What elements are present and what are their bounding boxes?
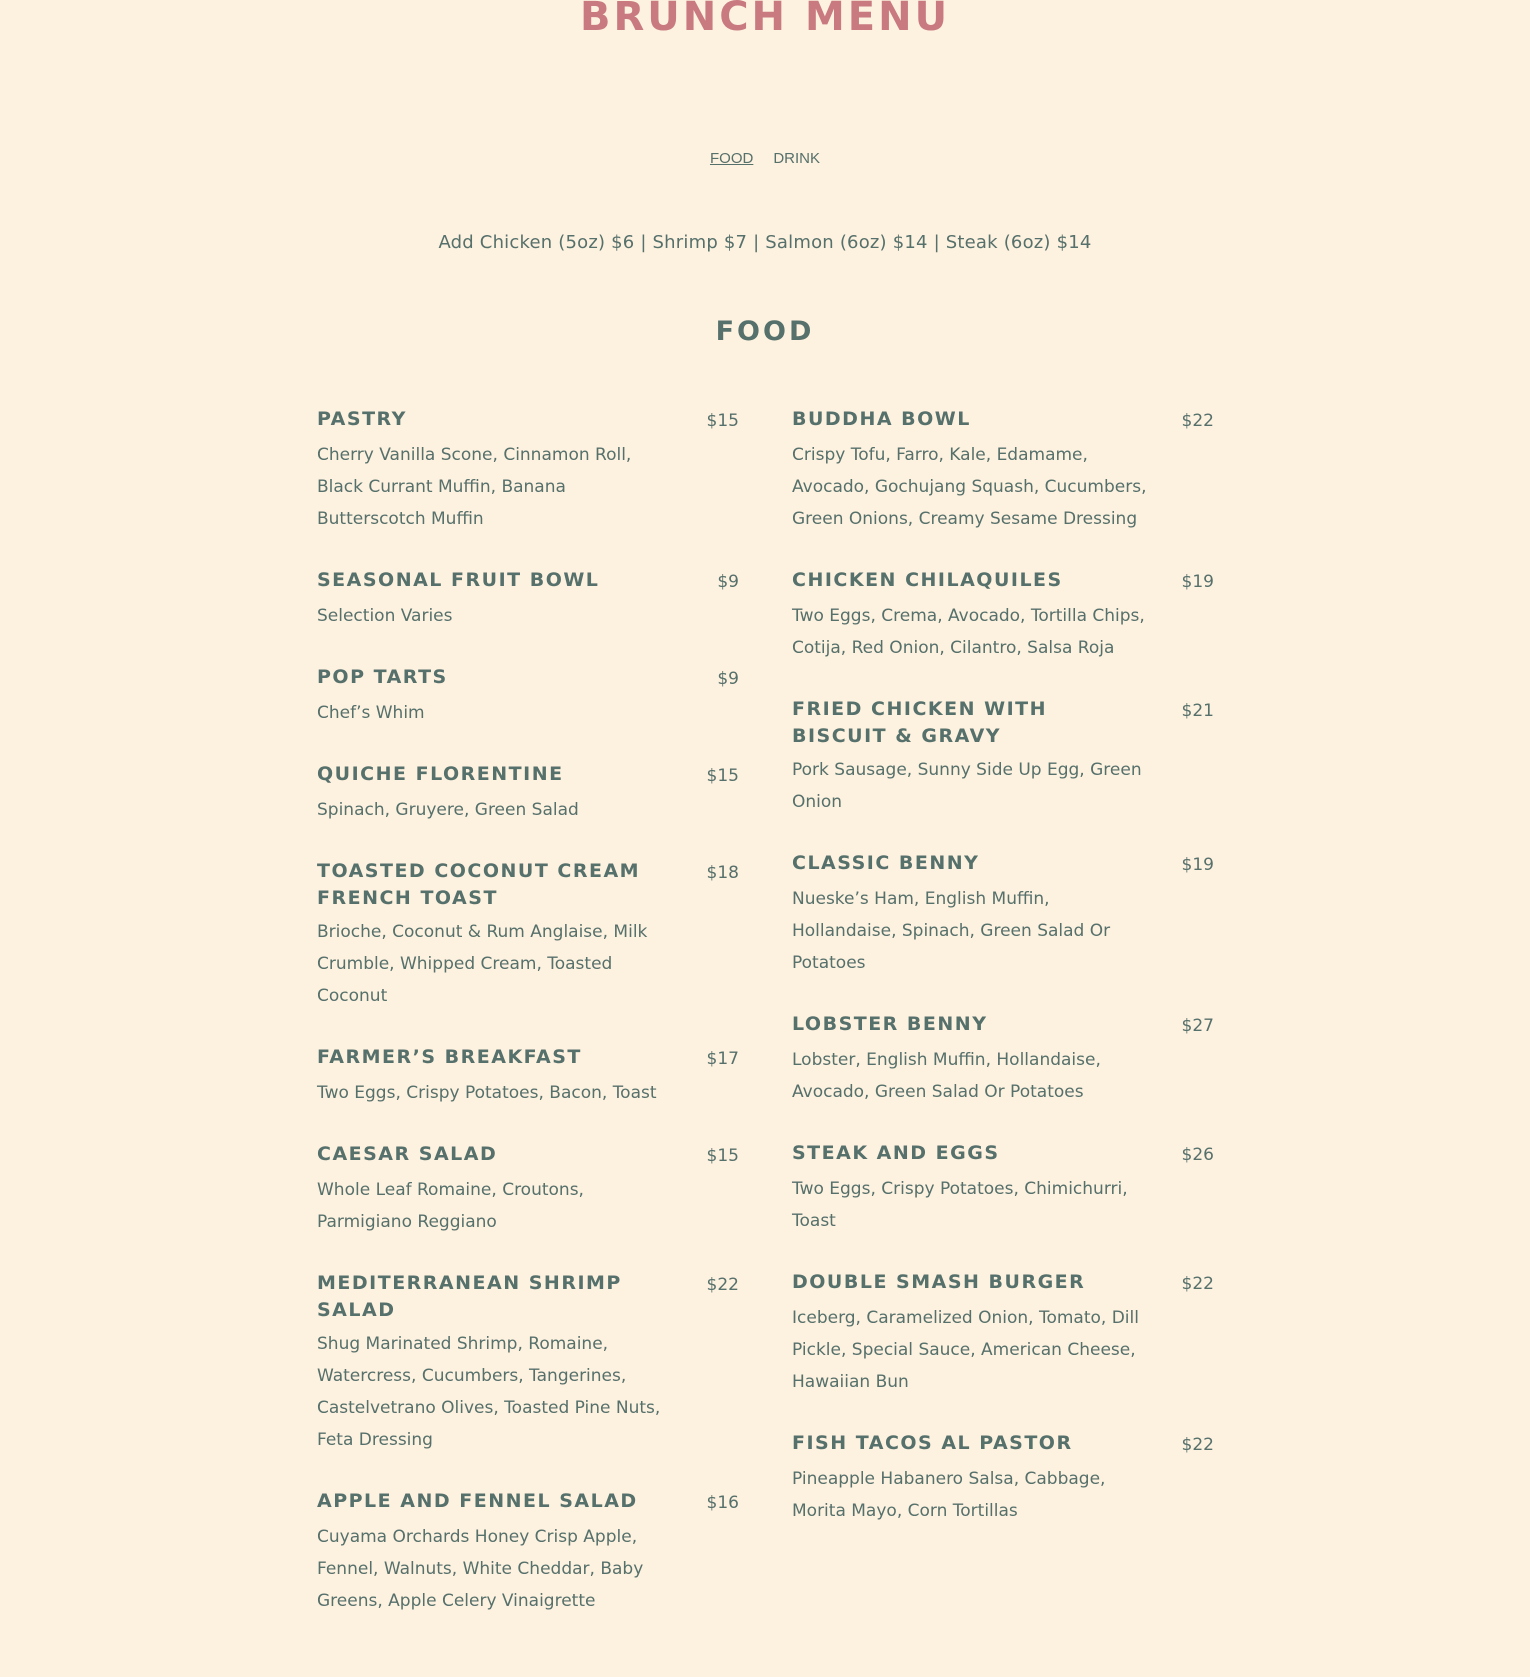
menu-item-price: $16: [706, 1493, 739, 1513]
menu-item-name: CHICKEN CHILAQUILES: [792, 569, 1063, 591]
menu-item-description: Lobster, English Muffin, Hollandaise, Avocado, Green Salad Or Potatoes: [792, 1050, 1101, 1102]
menu-item-header: [317, 1044, 739, 1073]
menu-item: [792, 1011, 1214, 1108]
menu-item-header: [317, 664, 739, 693]
menu-item-name: LOBSTER BENNY: [792, 1013, 988, 1035]
menu-item-description: Shug Marinated Shrimp, Romaine, Watercress, Cucumbers, Tangerines, Castelvetrano Olives, Toasted Pine Nuts, Feta Dressing: [317, 1334, 661, 1450]
menu-item-price: $17: [706, 1049, 739, 1069]
menu-item-price: $18: [706, 863, 739, 883]
menu-item-price: $15: [706, 1146, 739, 1166]
menu-item-header: [317, 1270, 739, 1324]
menu-item-description: Spinach, Gruyere, Green Salad: [317, 800, 579, 820]
menu-item-price: $9: [717, 572, 739, 592]
menu-item: [792, 567, 1214, 664]
menu-item-name: FARMER’S BREAKFAST: [317, 1046, 582, 1068]
menu-item-header: [792, 406, 1214, 435]
menu-item-price: $9: [717, 669, 739, 689]
tab-food[interactable]: FOOD: [709, 150, 754, 167]
menu-item: [317, 1270, 739, 1456]
menu-item-name: APPLE AND FENNEL SALAD: [317, 1490, 638, 1512]
menu-item-price: $15: [706, 411, 739, 431]
menu-column-right: [792, 406, 1214, 1559]
menu-item: [792, 1430, 1214, 1527]
menu-item-price: $22: [1181, 1274, 1214, 1294]
menu-item-description: Two Eggs, Crispy Potatoes, Chimichurri, Toast: [792, 1179, 1128, 1231]
menu-item-name: SEASONAL FRUIT BOWL: [317, 569, 600, 591]
menu-item: [317, 664, 739, 729]
menu-item-description: Pork Sausage, Sunny Side Up Egg, Green Onion: [792, 760, 1142, 812]
menu-item-header: [317, 567, 739, 596]
menu-item-description: Crispy Tofu, Farro, Kale, Edamame, Avocado, Gochujang Squash, Cucumbers, Green Onions, Creamy Sesame Dressing: [792, 445, 1147, 529]
menu-item-price: $26: [1181, 1145, 1214, 1165]
menu-item-name: BUDDHA BOWL: [792, 408, 971, 430]
menu-item-name: PASTRY: [317, 408, 407, 430]
menu-column-left: [317, 406, 739, 1649]
menu-item-name: QUICHE FLORENTINE: [317, 763, 564, 785]
menu-item-price: $22: [1181, 411, 1214, 431]
menu-item-name: DOUBLE SMASH BURGER: [792, 1271, 1086, 1293]
menu-item-header: [792, 1011, 1214, 1040]
menu-item: [317, 858, 739, 1012]
menu-item-name: FISH TACOS AL PASTOR: [792, 1432, 1073, 1454]
menu-item-price: $22: [706, 1275, 739, 1295]
menu-item-header: [317, 761, 739, 790]
menu-item-name: POP TARTS: [317, 666, 448, 688]
section-title: FOOD: [715, 316, 815, 347]
menu-item: [317, 1044, 739, 1109]
menu-item-header: [792, 1269, 1214, 1298]
menu-item-description: Chef’s Whim: [317, 703, 425, 723]
menu-item: [317, 567, 739, 632]
menu-item-header: [317, 858, 739, 912]
menu-item-header: [792, 1430, 1214, 1459]
menu-item-description: Brioche, Coconut & Rum Anglaise, Milk Crumble, Whipped Cream, Toasted Coconut: [317, 922, 648, 1006]
menu-item: [317, 1488, 739, 1617]
menu-item-description: Nueske’s Ham, English Muffin, Hollandaise, Spinach, Green Salad Or Potatoes: [792, 889, 1111, 973]
menu-item-price: $22: [1181, 1435, 1214, 1455]
menu-item-description: Cherry Vanilla Scone, Cinnamon Roll, Black Currant Muffin, Banana Butterscotch Muffin: [317, 445, 632, 529]
menu-item-header: [792, 696, 1214, 750]
menu-item-name: CLASSIC BENNY: [792, 852, 980, 874]
menu-item-header: [317, 1141, 739, 1170]
tab-drink[interactable]: DRINK: [773, 150, 820, 167]
addons-note: Add Chicken (5oz) $6 | Shrimp $7 | Salmon (6oz) $14 | Steak (6oz) $14: [438, 232, 1092, 253]
menu-item-description: Whole Leaf Romaine, Croutons, Parmigiano Reggiano: [317, 1180, 584, 1232]
menu-item-name: MEDITERRANEAN SHRIMP SALAD: [317, 1272, 622, 1321]
menu-item-name: STEAK AND EGGS: [792, 1142, 1000, 1164]
menu-item: [317, 761, 739, 826]
menu-item-price: $27: [1181, 1016, 1214, 1036]
menu-item-name: TOASTED COCONUT CREAM FRENCH TOAST: [317, 860, 641, 909]
menu-item-name: FRIED CHICKEN WITH BISCUIT & GRAVY: [792, 698, 1048, 747]
menu-item-header: [792, 850, 1214, 879]
menu-item-description: Two Eggs, Crema, Avocado, Tortilla Chips, Cotija, Red Onion, Cilantro, Salsa Roja: [792, 606, 1145, 658]
menu-item: [792, 1269, 1214, 1398]
menu-item-price: $15: [706, 766, 739, 786]
menu-item-description: Pineapple Habanero Salsa, Cabbage, Morita Mayo, Corn Tortillas: [792, 1469, 1106, 1521]
menu-item-price: $19: [1181, 855, 1214, 875]
menu-item-name: CAESAR SALAD: [317, 1143, 498, 1165]
menu-item: [317, 406, 739, 535]
menu-item-header: [792, 1140, 1214, 1169]
menu-item-description: Iceberg, Caramelized Onion, Tomato, Dill Pickle, Special Sauce, American Cheese, Hawaiian Bun: [792, 1308, 1139, 1392]
menu-item-header: [317, 1488, 739, 1517]
menu-item-description: Two Eggs, Crispy Potatoes, Bacon, Toast: [317, 1083, 657, 1103]
page-title: BRUNCH MENU: [579, 0, 951, 40]
menu-item-header: [317, 406, 739, 435]
menu-item: [317, 1141, 739, 1238]
menu-item-header: [792, 567, 1214, 596]
menu-tabs: [0, 150, 1530, 167]
menu-item: [792, 696, 1214, 818]
menu-item-price: $19: [1181, 572, 1214, 592]
menu-item-price: $21: [1181, 701, 1214, 721]
menu-item: [792, 406, 1214, 535]
menu-item-description: Cuyama Orchards Honey Crisp Apple, Fennel, Walnuts, White Cheddar, Baby Greens, Apple Celery Vinaigrette: [317, 1527, 644, 1611]
menu-item: [792, 1140, 1214, 1237]
menu-item: [792, 850, 1214, 979]
menu-item-description: Selection Varies: [317, 606, 453, 626]
